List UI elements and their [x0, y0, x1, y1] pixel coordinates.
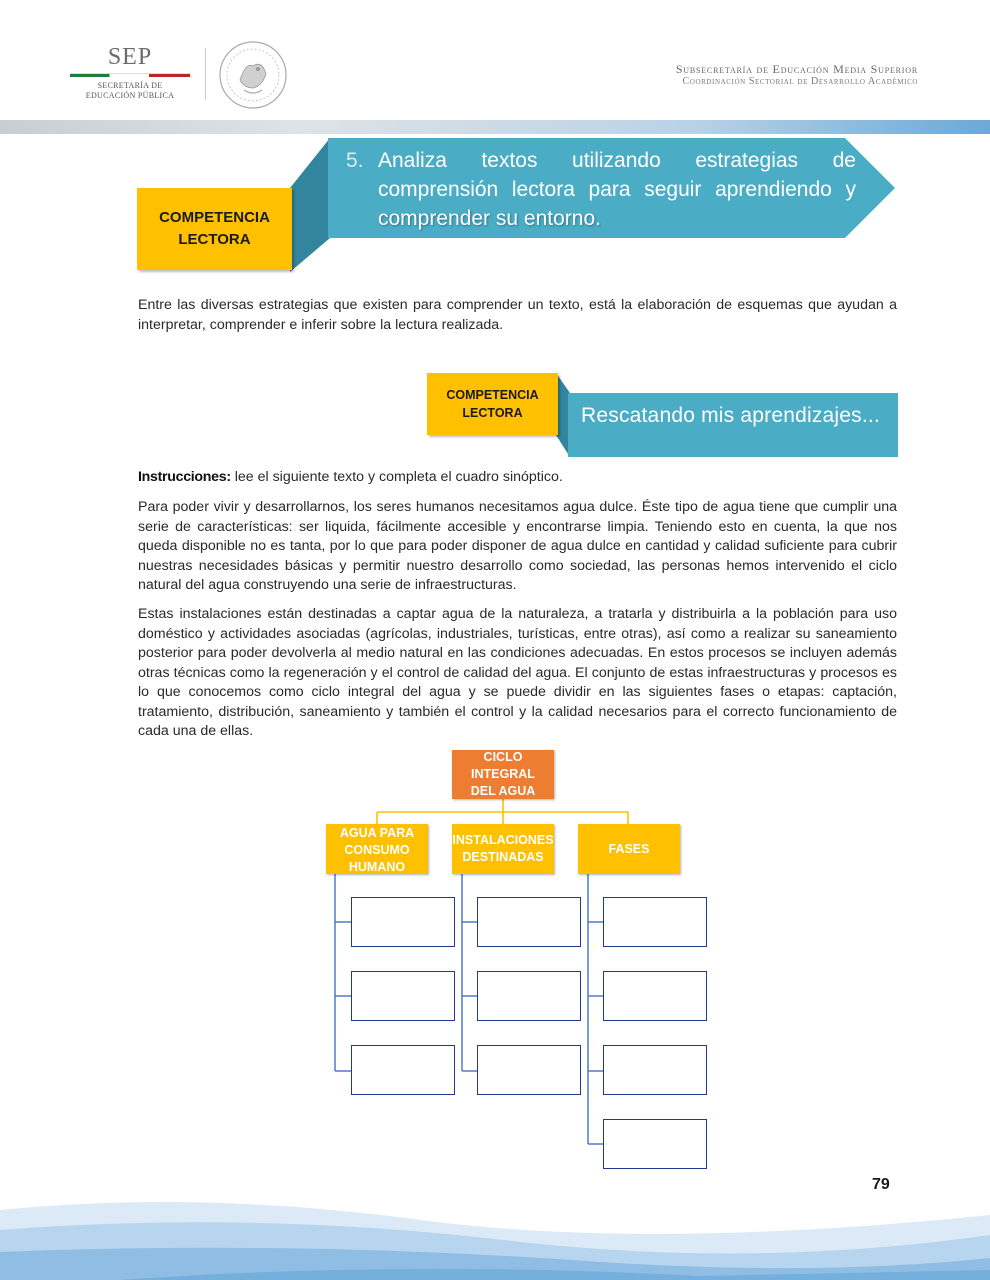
branch-1-line3: HUMANO [348, 860, 406, 874]
diagram-root-node [452, 750, 554, 799]
sep-logo-subtitle-1: SECRETARÍA DE [97, 81, 163, 90]
competencia-text-main: Analiza textos utilizando estrategias de comprensión lectora para seguir aprendiendo y [378, 149, 856, 201]
answer-box-fases-4[interactable] [603, 1119, 707, 1169]
competencia-label-1-line1: COMPETENCIA [159, 209, 270, 226]
branch-3-line1: FASES [608, 841, 650, 856]
page-number: 79 [872, 1176, 890, 1193]
answer-box-fases-3[interactable] [603, 1045, 707, 1095]
answer-box-instalaciones-3[interactable] [477, 1045, 581, 1095]
competencia-label-2-line1: COMPETENCIA [446, 388, 539, 402]
competencia-number: 5. [346, 149, 364, 172]
competencia-label-1-line2: LECTORA [178, 231, 251, 248]
footer-waves [0, 1180, 990, 1280]
branch-agua-consumo [326, 824, 428, 874]
answer-box-instalaciones-2[interactable] [477, 971, 581, 1021]
answer-box-fases-1[interactable] [603, 897, 707, 947]
branch-1-line2: CONSUMO [344, 843, 410, 857]
branch-1-line1: AGUA PARA [339, 826, 415, 840]
competencia-text-last: comprender su entorno. [378, 207, 601, 230]
paragraph-1: Para poder vivir y desarrollarnos, los seres humanos necesitamos agua dulce. Éste tipo de agua tiene que cumplir una serie de características: ser liquida, fácilmente accesible y encontrarse limpia. Teniendo esto en cuenta, la que nos queda disponible no es tanta, por lo que para poder disponer de agua dulce en cantidad y calidad suficiente para cubrir nuestras necesidades básicas y permitir nuestro desarrollo como sociedad, las personas hemos intervenido el ciclo natural del agua construyendo una serie de infraestructuras. [138, 499, 897, 593]
answer-box-instalaciones-1[interactable] [477, 897, 581, 947]
paragraph-2: Estas instalaciones están destinadas a captar agua de la naturaleza, a tratarla y distribuirla a la población para uso doméstico y actividades asociadas (agrícolas, industriales, turísticas, entre otras), así como a realizar su saneamiento posterior para poder devolverla al medio natural en las condiciones adecuadas. En estos procesos se incluyen además otras técnicas como la regeneración y el control de calidad del agua. El conjunto de estas infraestructuras y procesos es lo que conocemos como ciclo integral del agua y se puede dividir en las siguientes fases o etapas: captación, tratamiento, distribución, saneamiento y también el control y la calidad necesarios para el correcto funcionamiento de cada una de ellas. [138, 606, 897, 739]
branch-2-line2: DESTINADAS [462, 850, 544, 864]
rescatando-title: Rescatando mis aprendizajes... [581, 404, 880, 427]
answer-box-fases-2[interactable] [603, 971, 707, 1021]
competencia-label-2-line2: LECTORA [462, 406, 523, 420]
branch-fases [578, 824, 680, 874]
answer-box-consumo-3[interactable] [351, 1045, 455, 1095]
branch-instalaciones [452, 824, 554, 874]
instructions-text: lee el siguiente texto y completa el cuadro sinóptico. [230, 469, 563, 485]
sep-logo-title: SEP [107, 44, 153, 70]
diagram-root-line2: DEL AGUA [470, 784, 536, 798]
header-subsecretaria: Subsecretaría de Educación Media Superior [675, 62, 918, 76]
sep-logo-subtitle-2: EDUCACIÓN PÚBLICA [85, 91, 175, 100]
intro-paragraph: Entre las diversas estrategias que existen para comprender un texto, está la elaboración de esquemas que ayudan a interpretar, comprender e inferir sobre la lectura realizada. [138, 297, 897, 333]
diagram-root-line1: CICLO INTEGRAL [471, 750, 535, 781]
header-coordinacion: Coordinación Sectorial de Desarrollo Académico [682, 76, 918, 87]
answer-box-consumo-1[interactable] [351, 897, 455, 947]
instructions-label: Instrucciones: [138, 469, 231, 485]
branch-2-line1: INSTALACIONES [452, 833, 554, 847]
answer-box-consumo-2[interactable] [351, 971, 455, 1021]
